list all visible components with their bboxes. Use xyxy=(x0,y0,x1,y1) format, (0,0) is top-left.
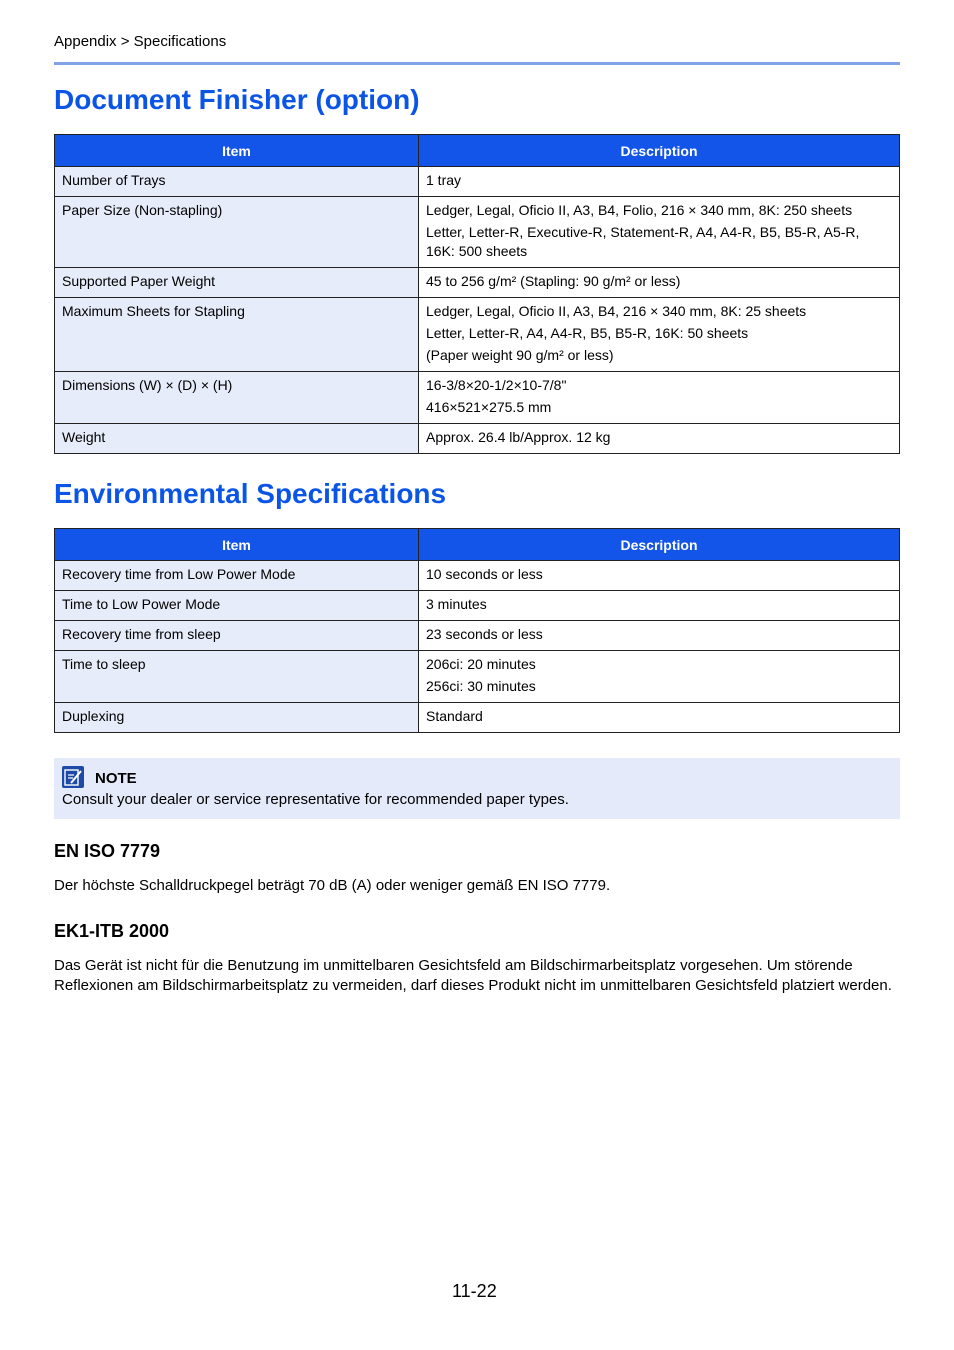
row-item-cell: Supported Paper Weight xyxy=(55,268,419,298)
table-header-row xyxy=(55,529,900,561)
finisher-title: Document Finisher (option) xyxy=(54,84,420,115)
column-header-description: Description xyxy=(419,135,900,167)
row-description-cell xyxy=(419,591,900,621)
description-line: 10 seconds or less xyxy=(426,566,543,582)
description-line: 3 minutes xyxy=(426,596,487,612)
header-divider xyxy=(54,62,900,65)
note-text: Consult your dealer or service representative for recommended paper types. xyxy=(62,791,569,808)
finisher-spec-table xyxy=(54,134,900,454)
description-line: Ledger, Legal, Oficio II, A3, B4, 216 × 340 mm, 8K: 25 sheets xyxy=(426,303,807,319)
description-line: 45 to 256 g/m² (Stapling: 90 g/m² or less) xyxy=(426,273,681,289)
table-row xyxy=(55,703,900,733)
description-line: Standard xyxy=(426,708,483,724)
note-title: NOTE xyxy=(95,770,137,787)
description-line: Approx. 26.4 lb/Approx. 12 kg xyxy=(426,429,611,445)
table-row xyxy=(55,561,900,591)
column-header-item: Item xyxy=(55,135,419,167)
description-line: Ledger, Legal, Oficio II, A3, B4, Folio, 216 × 340 mm, 8K: 250 sheets xyxy=(426,202,853,218)
table-row xyxy=(55,621,900,651)
description-line: Letter, Letter-R, A4, A4-R, B5, B5-R, 16K: 50 sheets xyxy=(426,325,749,341)
row-item-cell: Maximum Sheets for Stapling xyxy=(55,298,419,372)
table-row xyxy=(55,651,900,703)
page-number: 11-22 xyxy=(452,1281,497,1301)
row-item-cell: Dimensions (W) × (D) × (H) xyxy=(55,372,419,424)
table-row xyxy=(55,298,900,372)
row-description-cell xyxy=(419,651,900,703)
row-item-cell: Weight xyxy=(55,424,419,454)
note-box xyxy=(54,758,900,819)
row-item-cell: Duplexing xyxy=(55,703,419,733)
row-description-cell xyxy=(419,268,900,298)
row-item-cell: Recovery time from Low Power Mode xyxy=(55,561,419,591)
row-item-cell: Recovery time from sleep xyxy=(55,621,419,651)
table-header-row xyxy=(55,135,900,167)
table-row xyxy=(55,372,900,424)
row-description-cell xyxy=(419,197,900,268)
row-item-cell: Paper Size (Non-stapling) xyxy=(55,197,419,268)
description-line: 23 seconds or less xyxy=(426,626,543,642)
description-line: 1 tray xyxy=(426,172,462,188)
section-heading-ek1-itb-2000: EK1-ITB 2000 xyxy=(54,921,170,941)
column-header-item: Item xyxy=(55,529,419,561)
table-row xyxy=(55,591,900,621)
section-text-en-iso-7779: Der höchste Schalldruckpegel beträgt 70 dB (A) oder weniger gemäß EN ISO 7779. xyxy=(54,877,611,894)
row-description-cell xyxy=(419,561,900,591)
section-heading-en-iso-7779: EN ISO 7779 xyxy=(54,841,161,861)
description-line: (Paper weight 90 g/m² or less) xyxy=(426,347,614,363)
row-description-cell xyxy=(419,167,900,197)
row-description-cell xyxy=(419,703,900,733)
column-header-description: Description xyxy=(419,529,900,561)
description-line: 256ci: 30 minutes xyxy=(426,678,536,694)
section-text-ek1-itb-2000: Das Gerät ist nicht für die Benutzung im unmittelbaren Gesichtsfeld am Bildschirmarbeitsplatz vorgesehen. Um störende Reflexionen am Bildschirmarbeitsplatz zu vermeiden, darf dieses Produkt nicht im unmittelbaren Gesichtsfeld platziert werden. xyxy=(54,957,892,994)
row-item-cell: Time to sleep xyxy=(55,651,419,703)
row-description-cell xyxy=(419,372,900,424)
row-description-cell xyxy=(419,298,900,372)
table-row xyxy=(55,197,900,268)
row-description-cell xyxy=(419,621,900,651)
table-row xyxy=(55,167,900,197)
note-pencil-icon xyxy=(62,766,84,788)
table-row xyxy=(55,424,900,454)
description-line: 16-3/8×20-1/2×10-7/8" xyxy=(426,377,567,393)
environmental-title: Environmental Specifications xyxy=(54,478,447,509)
description-line: 416×521×275.5 mm xyxy=(426,399,552,415)
row-item-cell: Number of Trays xyxy=(55,167,419,197)
breadcrumb: Appendix > Specifications xyxy=(54,33,227,50)
table-row xyxy=(55,268,900,298)
description-line: Letter, Letter-R, Executive-R, Statement-R, A4, A4-R, B5, B5-R, A5-R, 16K: 500 sheets xyxy=(426,224,860,259)
row-description-cell xyxy=(419,424,900,454)
row-item-cell: Time to Low Power Mode xyxy=(55,591,419,621)
environmental-spec-table xyxy=(54,528,900,733)
description-line: 206ci: 20 minutes xyxy=(426,656,536,672)
